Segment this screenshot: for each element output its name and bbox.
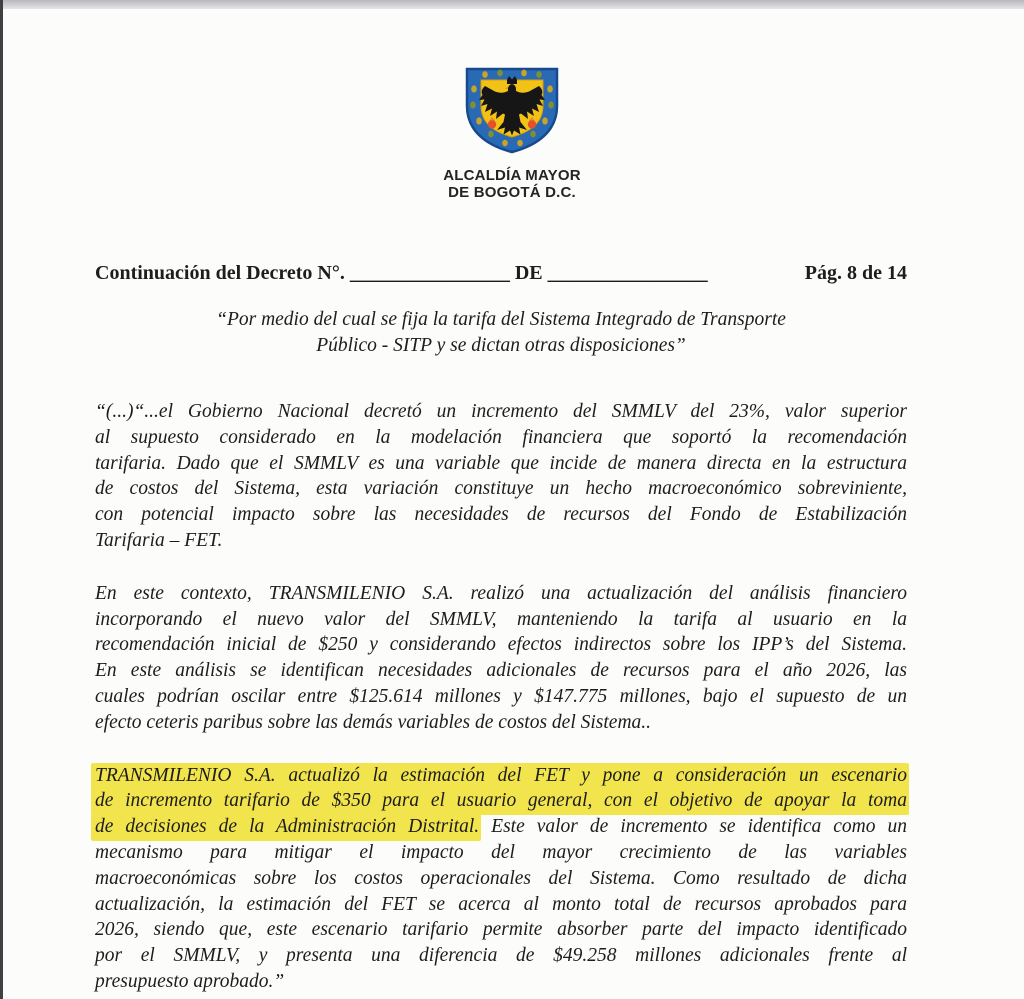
page-number: Pág. 8 de 14: [804, 262, 907, 284]
decree-subject: [95, 307, 907, 359]
document-line: efecto ceteris paribus sobre las demás variables de costos del Sistema..: [95, 711, 652, 733]
document-line: de costos del Sistema, esta variación constituye un hecho macroeconómico sobreviniente,: [95, 478, 907, 500]
document-line: En este contexto, TRANSMILENIO S.A. realizó una actualización del análisis financiero: [95, 582, 907, 604]
document-line: 2026, siendo que, este escenario tarifario permite absorber parte del impacto identificado: [95, 919, 907, 941]
decree-header: [95, 261, 907, 285]
document-line: mecanismo para mitigar el impacto del mayor crecimiento de las variables: [95, 841, 907, 863]
highlight-marker: de incremento tarifario de $350 para el usuario general, con el objetivo de apoyar la toma: [95, 788, 907, 815]
line-rest: Este valor de incremento se identifica como un: [479, 816, 907, 838]
paragraph-financial-update: [95, 581, 907, 736]
document-line: “(...)“...el Gobierno Nacional decretó un incremento del SMMLV del 23%, valor superior: [95, 401, 907, 422]
highlight-marker: TRANSMILENIO S.A. actualizó la estimación del FET y pone a consideración un escenario: [95, 763, 907, 790]
document-line: actualización, la estimación del FET se acerca al monto total de recursos aprobados para: [95, 893, 907, 915]
institution-name-line2: DE BOGOTÁ D.C.: [448, 184, 576, 201]
document-line-partially-highlighted: [95, 814, 907, 840]
document-line: recomendación inicial de $250 y considerando efectos indirectos sobre los IPP’s del Sistema.: [95, 634, 907, 656]
document-line: cuales podrían oscilar entre $125.614 millones y $147.775 millones, bajo el supuesto de un: [95, 685, 907, 707]
document-line: incorporando el nuevo valor del SMMLV, manteniendo la tarifa al usuario en la: [95, 608, 907, 630]
document-line-highlighted: [95, 763, 907, 789]
subject-line: “Por medio del cual se fija la tarifa del Sistema Integrado de Transporte: [216, 309, 786, 330]
document-line: Tarifaria – FET.: [95, 529, 223, 551]
decree-continuation-label: Continuación del Decreto N°. ________________ DE ________________: [95, 262, 708, 284]
bogota-coat-of-arms-icon: [459, 64, 565, 156]
document-line-highlighted: [95, 788, 907, 814]
document-body: [95, 261, 907, 995]
photo-edge-top: [0, 0, 1024, 9]
document-line: al supuesto considerado en la modelación financiera que soportó la recomendación: [95, 426, 907, 448]
subject-line: Público - SITP y se dictan otras disposiciones”: [316, 335, 686, 356]
document-line: por el SMMLV, y presenta una diferencia de $49.258 millones adicionales frente al: [95, 945, 907, 967]
document-line: con potencial impacto sobre las necesidades de recursos del Fondo de Estabilización: [95, 504, 907, 526]
letterhead: [0, 0, 1024, 201]
document-line: macroeconómicas sobre los costos operacionales del Sistema. Como resultado de dicha: [95, 867, 907, 889]
highlight-marker: de decisiones de la Administración Distrital.: [95, 814, 479, 841]
document-line: En este análisis se identifican necesidades adicionales de recursos para el año 2026, las: [95, 660, 907, 682]
paragraph-fet-estimation: [95, 763, 907, 995]
document-line: tarifaria. Dado que el SMMLV es una variable que incide de manera directa en la estructura: [95, 452, 907, 474]
document-line: presupuesto aprobado.”: [95, 970, 285, 992]
institution-name-line1: ALCALDÍA MAYOR: [443, 167, 581, 184]
photo-edge-left: [0, 0, 3, 999]
paragraph-smmlv-increment: [95, 399, 907, 554]
